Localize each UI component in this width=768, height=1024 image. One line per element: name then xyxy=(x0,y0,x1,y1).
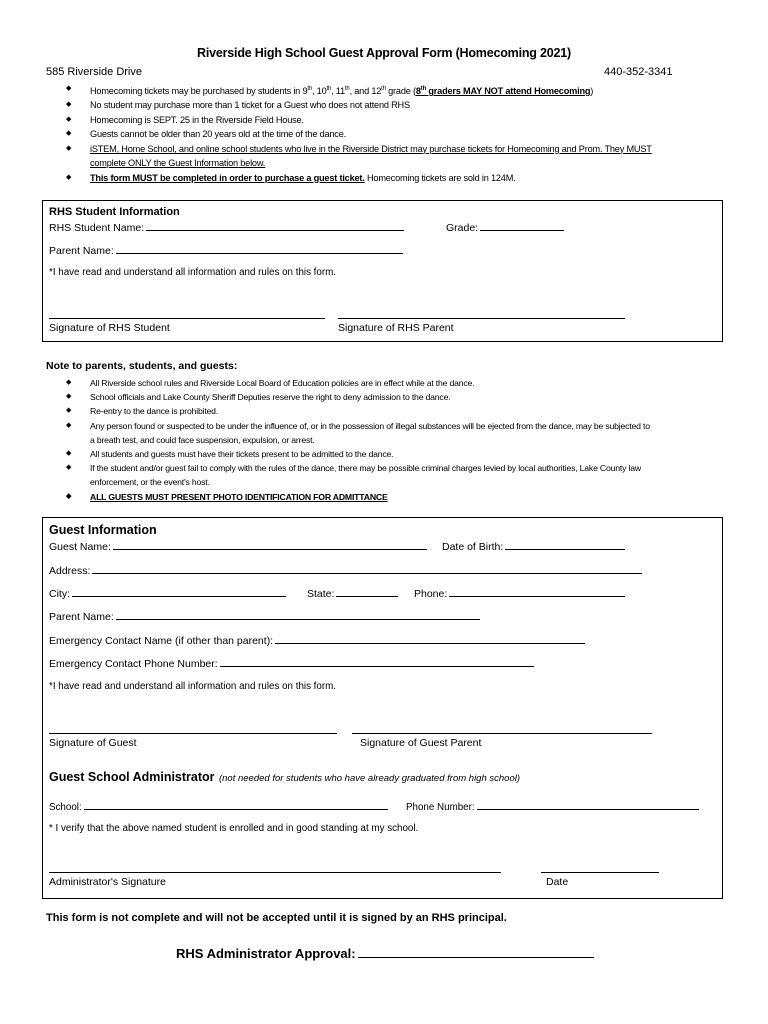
admin-date-label: Date xyxy=(546,876,569,888)
parent-name-field[interactable]: Parent Name: xyxy=(49,244,403,257)
note-item: ◆ All Riverside school rules and Riverside Local Board of Education policies are in effect while at the dance. xyxy=(66,376,736,390)
guest-parent-name-field[interactable]: Parent Name: xyxy=(49,610,480,623)
admin-date-line[interactable] xyxy=(541,872,659,873)
guest-parent-signature-label: Signature of Guest Parent xyxy=(360,737,482,749)
guest-section-heading: Guest Information xyxy=(49,523,157,537)
rule-item: ◆ No student may purchase more than 1 ticket for a Guest who does not attend RHS xyxy=(66,98,726,112)
parent-signature-line[interactable] xyxy=(338,318,625,319)
city-field[interactable]: City: xyxy=(49,587,286,600)
notes-list xyxy=(66,376,736,504)
address-field[interactable]: Address: xyxy=(49,564,642,577)
rule-item: ◆ iSTEM, Home School, and online school students who live in the Riverside District may purchase tickets for Homecoming and Prom. They MUST complete ONLY the Guest Information below. xyxy=(66,142,726,171)
student-signature-label: Signature of RHS Student xyxy=(49,322,170,334)
rules-list xyxy=(66,82,726,185)
grade-field[interactable]: Grade: xyxy=(446,221,564,234)
rhs-admin-approval-field[interactable]: RHS Administrator Approval: xyxy=(176,946,594,961)
date-of-birth-field[interactable]: Date of Birth: xyxy=(442,540,625,553)
student-section-heading: RHS Student Information xyxy=(49,206,180,218)
rule-item: ◆ Guests cannot be older than 20 years old at the time of the dance. xyxy=(66,127,726,141)
school-field[interactable]: School: xyxy=(49,800,388,813)
rule-item: ◆ Homecoming is SEPT. 25 in the Riverside Field House. xyxy=(66,113,726,127)
student-name-field[interactable]: RHS Student Name: xyxy=(49,221,404,234)
guest-parent-signature-line[interactable] xyxy=(352,733,652,734)
school-phone: 440-352-3341 xyxy=(604,66,673,78)
admin-signature-line[interactable] xyxy=(49,872,501,873)
guest-signature-line[interactable] xyxy=(49,733,337,734)
parent-signature-label: Signature of RHS Parent xyxy=(338,322,454,334)
state-field[interactable]: State: xyxy=(307,587,398,600)
emergency-contact-phone-field[interactable]: Emergency Contact Phone Number: xyxy=(49,657,534,670)
note-item: ◆ Any person found or suspected to be under the influence of, or in the possession of illegal substances will be ejected from the dance, may be subjected to a breath test, and could face suspension, expulsion, or arrest. xyxy=(66,419,736,447)
admin-verification: * I verify that the above named student is enrolled and in good standing at my school. xyxy=(49,823,419,834)
guest-signature-label: Signature of Guest xyxy=(49,737,137,749)
student-signature-line[interactable] xyxy=(49,318,325,319)
notes-heading: Note to parents, students, and guests: xyxy=(46,360,238,372)
note-item: ◆ Re-entry to the dance is prohibited. xyxy=(66,404,736,418)
school-address: 585 Riverside Drive xyxy=(46,66,142,78)
admin-signature-label: Administrator's Signature xyxy=(49,876,166,888)
note-item: ◆ If the student and/or guest fail to comply with the rules of the dance, there may be possible criminal charges levied by local authorities, Lake County law enforcement, or the event's host. xyxy=(66,461,736,489)
rule-item: ◆ Homecoming tickets may be purchased by students in 9th, 10th, 11th, and 12th grade (8th graders MAY NOT attend Homecoming) xyxy=(66,82,726,98)
form-title: Riverside High School Guest Approval Form (Homecoming 2021) xyxy=(197,46,571,60)
guest-acknowledgement: *I have read and understand all information and rules on this form. xyxy=(49,681,336,692)
guest-name-field[interactable]: Guest Name: xyxy=(49,540,427,553)
note-item: ◆ All students and guests must have their tickets present to be admitted to the dance. xyxy=(66,447,736,461)
student-acknowledgement: *I have read and understand all information and rules on this form. xyxy=(49,267,336,278)
admin-section-header: Guest School Administrator (not needed for students who have already graduated from high school) xyxy=(49,770,521,784)
note-item: ◆ ALL GUESTS MUST PRESENT PHOTO IDENTIFICATION FOR ADMITTANCE xyxy=(66,490,736,504)
completion-notice: This form is not complete and will not be accepted until it is signed by an RHS principal. xyxy=(46,912,507,924)
emergency-contact-name-field[interactable]: Emergency Contact Name (if other than parent): xyxy=(49,634,585,647)
rule-item: ◆ This form MUST be completed in order to purchase a guest ticket. Homecoming tickets are sold in 124M. xyxy=(66,171,726,185)
admin-phone-field[interactable]: Phone Number: xyxy=(406,800,699,813)
note-item: ◆ School officials and Lake County Sheriff Deputies reserve the right to deny admission to the dance. xyxy=(66,390,736,404)
guest-phone-field[interactable]: Phone: xyxy=(414,587,625,600)
